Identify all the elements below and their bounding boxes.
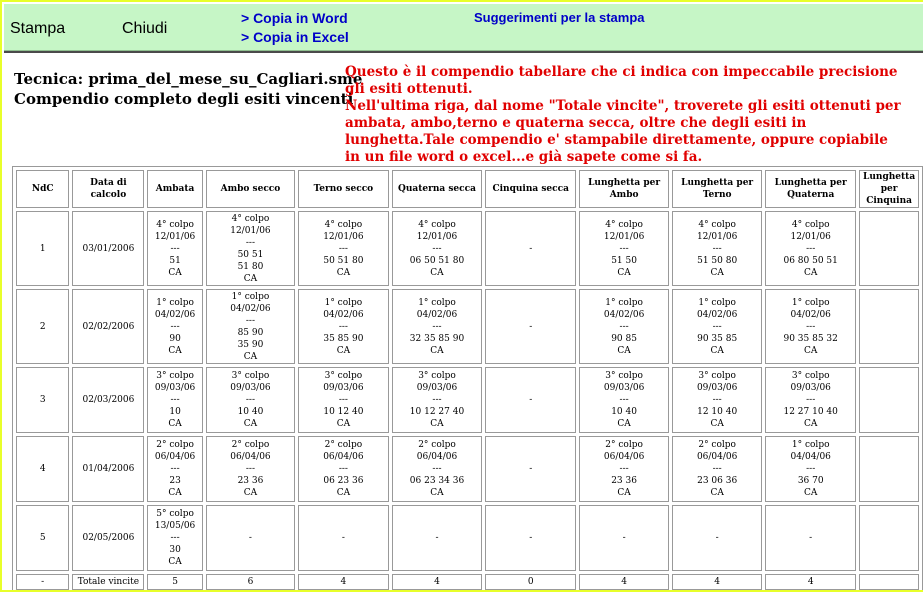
result-cell: 1° colpo 04/02/06 --- 85 90 35 90 CA bbox=[206, 289, 295, 364]
column-header: Quaterna secca bbox=[392, 170, 483, 208]
date-cell: 02/05/2006 bbox=[72, 505, 144, 571]
column-header: Lunghetta per Quaterna bbox=[765, 170, 856, 208]
result-cell: 2° colpo 06/04/06 --- 06 23 36 CA bbox=[298, 436, 388, 502]
column-header: Data di calcolo bbox=[72, 170, 144, 208]
result-cell: 3° colpo 09/03/06 --- 10 12 40 CA bbox=[298, 367, 388, 433]
result-cell: 3° colpo 09/03/06 --- 12 10 40 CA bbox=[672, 367, 762, 433]
note-line-2: Nell'ultima riga, dal nome "Totale vincite", troverete gli esiti ottenuti per ambata, ambo,terno e quaterna secca, oltre che degli esiti in lunghetta.Tale compendio e' stampabile direttamente, oppure copiabile in un file word o excel...e già sapete come si fa. bbox=[345, 98, 901, 165]
column-header: Ambata bbox=[147, 170, 202, 208]
result-cell: - bbox=[579, 505, 669, 571]
result-cell: 1° colpo 04/04/06 --- 36 70 CA bbox=[765, 436, 856, 502]
result-cell: 3° colpo 09/03/06 --- 12 27 10 40 CA bbox=[765, 367, 856, 433]
result-cell: 2° colpo 06/04/06 --- 23 CA bbox=[147, 436, 202, 502]
totals-label: Totale vincite bbox=[72, 574, 144, 590]
totals-value-cell: 4 bbox=[298, 574, 388, 590]
result-cell: - bbox=[485, 289, 576, 364]
ndc-cell: 4 bbox=[16, 436, 69, 502]
result-cell: 1° colpo 04/02/06 --- 90 CA bbox=[147, 289, 202, 364]
result-cell bbox=[859, 505, 919, 571]
date-cell: 01/04/2006 bbox=[72, 436, 144, 502]
result-cell: 4° colpo 12/01/06 --- 06 50 51 80 CA bbox=[392, 211, 483, 286]
compendium-title: Compendio completo degli esiti vincenti bbox=[14, 90, 354, 108]
explanation-note bbox=[345, 64, 905, 166]
totals-ndc-cell: - bbox=[16, 574, 69, 590]
result-cell: - bbox=[485, 436, 576, 502]
result-cell bbox=[859, 211, 919, 286]
totals-row bbox=[16, 574, 919, 590]
print-tips-link[interactable]: Suggerimenti per la stampa bbox=[474, 10, 645, 25]
copy-to-excel-link[interactable]: > Copia in Excel bbox=[241, 29, 349, 45]
result-cell: 4° colpo 12/01/06 --- 50 51 80 CA bbox=[298, 211, 388, 286]
table-row bbox=[16, 289, 919, 364]
result-cell: 1° colpo 04/02/06 --- 32 35 85 90 CA bbox=[392, 289, 483, 364]
table-row bbox=[16, 367, 919, 433]
result-cell: 3° colpo 09/03/06 --- 10 CA bbox=[147, 367, 202, 433]
column-header: Lunghetta per Cinquina bbox=[859, 170, 919, 208]
chiudi-button[interactable]: Chiudi bbox=[122, 20, 168, 37]
column-header: Cinquina secca bbox=[485, 170, 576, 208]
result-cell: 1° colpo 04/02/06 --- 90 35 85 32 CA bbox=[765, 289, 856, 364]
result-cell: 4° colpo 12/01/06 --- 51 50 80 CA bbox=[672, 211, 762, 286]
result-cell: - bbox=[392, 505, 483, 571]
result-cell: 1° colpo 04/02/06 --- 35 85 90 CA bbox=[298, 289, 388, 364]
result-cell: 1° colpo 04/02/06 --- 90 35 85 CA bbox=[672, 289, 762, 364]
result-cell: - bbox=[206, 505, 295, 571]
result-cell: 4° colpo 12/01/06 --- 51 CA bbox=[147, 211, 202, 286]
result-cell: 2° colpo 06/04/06 --- 23 36 CA bbox=[206, 436, 295, 502]
result-cell: 2° colpo 06/04/06 --- 06 23 34 36 CA bbox=[392, 436, 483, 502]
result-cell: 3° colpo 09/03/06 --- 10 40 CA bbox=[579, 367, 669, 433]
technique-title: Tecnica: prima_del_mese_su_Cagliari.sme bbox=[14, 70, 363, 88]
column-header: Ambo secco bbox=[206, 170, 295, 208]
column-header: NdC bbox=[16, 170, 69, 208]
result-cell: 3° colpo 09/03/06 --- 10 40 CA bbox=[206, 367, 295, 433]
totals-value-cell: 4 bbox=[765, 574, 856, 590]
column-header: Lunghetta per Terno bbox=[672, 170, 762, 208]
result-cell bbox=[859, 289, 919, 364]
results-table bbox=[12, 166, 923, 592]
result-cell: - bbox=[765, 505, 856, 571]
result-cell: - bbox=[485, 211, 576, 286]
totals-value-cell: 4 bbox=[392, 574, 483, 590]
toolbar bbox=[4, 4, 923, 51]
result-cell: 4° colpo 12/01/06 --- 06 80 50 51 CA bbox=[765, 211, 856, 286]
result-cell: 2° colpo 06/04/06 --- 23 06 36 CA bbox=[672, 436, 762, 502]
column-header: Lunghetta per Ambo bbox=[579, 170, 669, 208]
table-row bbox=[16, 436, 919, 502]
totals-value-cell: 5 bbox=[147, 574, 202, 590]
result-cell bbox=[859, 436, 919, 502]
result-cell: 5° colpo 13/05/06 --- 30 CA bbox=[147, 505, 202, 571]
ndc-cell: 1 bbox=[16, 211, 69, 286]
totals-value-cell: 4 bbox=[672, 574, 762, 590]
date-cell: 02/02/2006 bbox=[72, 289, 144, 364]
totals-value-cell: 6 bbox=[206, 574, 295, 590]
totals-value-cell: 4 bbox=[579, 574, 669, 590]
date-cell: 03/01/2006 bbox=[72, 211, 144, 286]
stampa-button[interactable]: Stampa bbox=[10, 20, 66, 37]
toolbar-divider bbox=[4, 51, 923, 53]
result-cell: 1° colpo 04/02/06 --- 90 85 CA bbox=[579, 289, 669, 364]
table-row bbox=[16, 505, 919, 571]
ndc-cell: 5 bbox=[16, 505, 69, 571]
result-cell: - bbox=[672, 505, 762, 571]
result-cell: - bbox=[298, 505, 388, 571]
date-cell: 02/03/2006 bbox=[72, 367, 144, 433]
result-cell: 2° colpo 06/04/06 --- 23 36 CA bbox=[579, 436, 669, 502]
column-header: Terno secco bbox=[298, 170, 388, 208]
result-cell: 4° colpo 12/01/06 --- 51 50 CA bbox=[579, 211, 669, 286]
totals-value-cell: 0 bbox=[485, 574, 576, 590]
copy-to-word-link[interactable]: > Copia in Word bbox=[241, 10, 348, 26]
result-cell bbox=[859, 367, 919, 433]
table-header-row bbox=[16, 170, 919, 208]
ndc-cell: 3 bbox=[16, 367, 69, 433]
result-cell: 3° colpo 09/03/06 --- 10 12 27 40 CA bbox=[392, 367, 483, 433]
result-cell: - bbox=[485, 505, 576, 571]
page-heading bbox=[14, 69, 362, 109]
note-line-1: Questo è il compendio tabellare che ci indica con impeccabile precisione gli esiti ottenuti. bbox=[345, 64, 898, 97]
result-cell: 4° colpo 12/01/06 --- 50 51 51 80 CA bbox=[206, 211, 295, 286]
table-row bbox=[16, 211, 919, 286]
result-cell: - bbox=[485, 367, 576, 433]
ndc-cell: 2 bbox=[16, 289, 69, 364]
totals-value-cell bbox=[859, 574, 919, 590]
